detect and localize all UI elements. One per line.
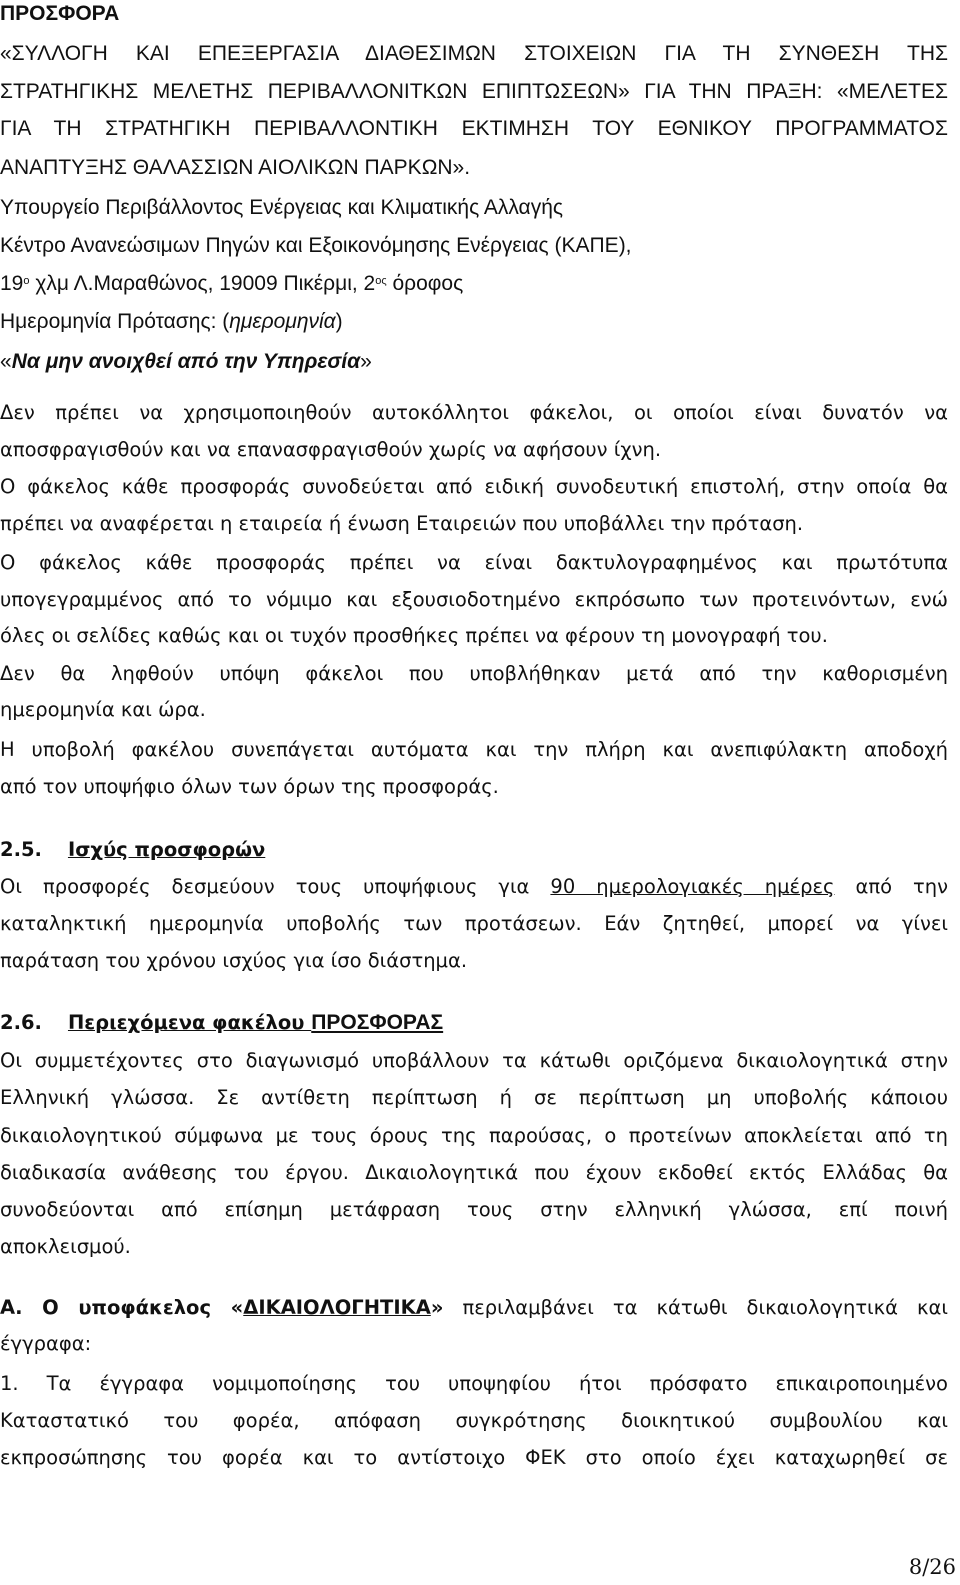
project-title-line: ΣΤΡΑΤΗΓΙΚΗΣ ΜΕΛΕΤΗΣ ΠΕΡΙΒΑΛΛΟΝΙΤΚΩΝ ΕΠΙΠΤΩΣΕΩΝ» ΓΙΑ ΤΗΝ ΠΡΑΞΗ: «ΜΕΛΕΤΕΣ	[0, 80, 948, 103]
paragraph-line: καταληκτική ημερομηνία υποβολής των προτάσεων. Εάν ζητηθεί, μπορεί να γίνει	[0, 912, 948, 935]
project-title-line: ΑΝΑΠΤΥΞΗΣ ΘΑΛΑΣΣΙΩΝ ΑΙΟΛΙΚΩΝ ΠΑΡΚΩΝ».	[0, 156, 471, 179]
paragraph-line: παράταση του χρόνου ισχύος για ίσο διάστημα.	[0, 949, 468, 972]
section-heading-2-6: 2.6. Περιεχόμενα φακέλου ΠΡΟΣΦΟΡΑΣ	[0, 1011, 444, 1034]
page-number: 8/26	[908, 1555, 956, 1579]
section-heading-2-5: 2.5. Ισχύς προσφορών	[0, 838, 266, 861]
paragraph-line: δικαιολογητικού σύμφωνα με τους όρους της παρούσας, ο προτείνων αποκλείεται από τη	[0, 1124, 948, 1147]
list-item: Καταστατικό του φορέα, απόφαση συγκρότησης διοικητικού συμβουλίου και	[0, 1409, 948, 1432]
paragraph-line: Δεν θα ληφθούν υπόψη φάκελοι που υποβλήθηκαν μετά από την καθορισμένη	[0, 662, 948, 685]
paragraph-line: ημερομηνία και ώρα.	[0, 698, 206, 721]
paragraph-line: Ο φάκελος κάθε προσφοράς συνοδεύεται από ειδική συνοδευτική επιστολή, στην οποία θα	[0, 475, 948, 498]
paragraph-line: διαδικασία ανάθεσης του έργου. Δικαιολογητικά που έχουν εκδοθεί εκτός Ελλάδας θα	[0, 1161, 948, 1184]
list-item: εκπροσώπησης του φορέα και το αντίστοιχο ΦΕΚ στο οποίο έχει καταχωρηθεί σε	[0, 1446, 948, 1469]
subsection-a-heading: Α. Ο υποφάκελος «ΔΙΚΑΙΟΛΟΓΗΤΙΚΑ» περιλαμβάνει τα κάτωθι δικαιολογητικά και	[0, 1296, 949, 1319]
paragraph-line: συνοδεύονται από επίσημη μετάφραση τους στην ελληνική γλώσσα, επί ποινή	[0, 1198, 948, 1221]
address-line: $19^o$ χλμ Λ.Μαραθώνος, 19009 Πικέρμι, $2^{o\varsigma}$ όροφος	[0, 272, 464, 295]
paragraph-line: Η υποβολή φακέλου συνεπάγεται αυτόματα και την πλήρη και ανεπιφύλακτη αποδοχή	[0, 738, 948, 761]
ministry-name: Υπουργείο Περιβάλλοντος Ενέργειας και Κλιματικής Αλλαγής	[0, 196, 564, 219]
proposal-date-line: Ημερομηνία Πρότασης: (ημερομηνία)	[0, 310, 343, 333]
project-title-line: «ΣΥΛΛΟΓΗ ΚΑΙ ΕΠΕΞΕΡΓΑΣΙΑ ΔΙΑΘΕΣΙΜΩΝ ΣΤΟΙΧΕΙΩΝ ΓΙΑ ΤΗ ΣΥΝΘΕΣΗ ΤΗΣ	[0, 42, 948, 65]
list-item: 1. Τα έγγραφα νομιμοποίησης του υποψηφίου ήτοι πρόσφατο επικαιροποιημένο	[0, 1372, 948, 1395]
do-not-open-notice: «Να μην ανοιχθεί από την Υπηρεσία»	[0, 350, 372, 373]
paragraph-line: υπογεγραμμένος από το νόμιμο και εξουσιοδοτημένο εκπρόσωπο των προτεινόντων, ενώ	[0, 588, 948, 611]
paragraph-line: Οι συμμετέχοντες στο διαγωνισμό υποβάλλουν τα κάτωθι οριζόμενα δικαιολογητικά στην	[0, 1049, 948, 1072]
offer-heading: ΠΡΟΣΦΟΡΑ	[0, 2, 120, 25]
paragraph-line: Ελληνική γλώσσα. Σε αντίθετη περίπτωση ή σε περίπτωση μη υποβολής κάποιου	[0, 1086, 948, 1109]
centre-name: Κέντρο Ανανεώσιμων Πηγών και Εξοικονόμησης Ενέργειας (ΚΑΠΕ),	[0, 234, 632, 257]
paragraph-line: Οι προσφορές δεσμεύουν τους υποψήφιους για 90 ημερολογιακές ημέρες από την	[0, 875, 948, 898]
paragraph-line: αποκλεισμού.	[0, 1235, 131, 1258]
paragraph-line: όλες οι σελίδες καθώς και οι τυχόν προσθήκες πρέπει να φέρουν τη μονογραφή του.	[0, 624, 828, 647]
paragraph-line: από τον υποψήφιο όλων των όρων της προσφοράς.	[0, 775, 499, 798]
paragraph-line: πρέπει να αναφέρεται η εταιρεία ή ένωση Εταιρειών που υποβάλλει την πρόταση.	[0, 512, 804, 535]
paragraph-line: Ο φάκελος κάθε προσφοράς πρέπει να είναι δακτυλογραφημένος και πρωτότυπα	[0, 551, 948, 574]
paragraph-line: αποσφραγισθούν και να επανασφραγισθούν χωρίς να αφήσουν ίχνη.	[0, 438, 662, 461]
paragraph-line: έγγραφα:	[0, 1332, 92, 1355]
paragraph-line: Δεν πρέπει να χρησιμοποιηθούν αυτοκόλλητοι φάκελοι, οι οποίοι είναι δυνατόν να	[0, 401, 948, 424]
project-title-line: ΓΙΑ ΤΗ ΣΤΡΑΤΗΓΙΚΗ ΠΕΡΙΒΑΛΛΟΝΤΙΚΗ ΕΚΤΙΜΗΣΗ ΤΟΥ ΕΘΝΙΚΟΥ ΠΡΟΓΡΑΜΜΑΤΟΣ	[0, 117, 948, 140]
